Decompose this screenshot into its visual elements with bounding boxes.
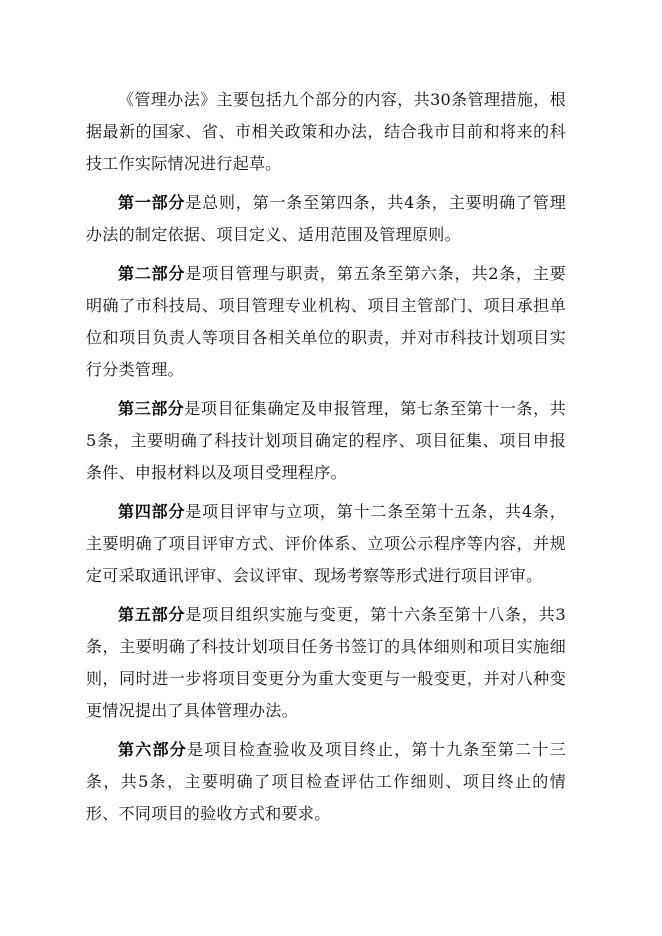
- paragraph-part-2: [86, 258, 566, 386]
- paragraph-text: 是项目管理与职责，第五条至第六条，共2条，主要明确了市科技局、项目管理专业机构、项目主管部门、项目承担单位和项目负责人等项目各相关单位的职责，并对市科技计划项目实行分类管理。: [86, 264, 566, 379]
- paragraph-lead: 第五部分: [118, 605, 186, 624]
- paragraph-lead: 第六部分: [118, 740, 188, 759]
- paragraph-text: 是总则，第一条至第四条，共4条，主要明确了管理办法的制定依据、项目定义、适用范围及管理原则。: [86, 193, 566, 244]
- paragraph-lead: 第一部分: [118, 193, 186, 212]
- paragraph-text: 是项目组织实施与变更，第十六条至第十八条，共3条，主要明确了科技计划项目任务书签订的具体细则和项目实施细则，同时进一步将项目变更分为重大变更与一般变更，并对八种变更情况提出了具体管理办法。: [86, 605, 566, 720]
- paragraph-text: 是项目评审与立项，第十二条至第十五条，共4条，主要明确了项目评审方式、评价体系、立项公示程序等内容，并规定可采取通讯评审、会议评审、现场考察等形式进行项目评审。: [86, 502, 566, 585]
- paragraph-part-5: [86, 599, 566, 727]
- paragraph-part-3: [86, 393, 566, 489]
- paragraph-lead: 第三部分: [118, 399, 185, 418]
- paragraph-text: 《管理办法》主要包括九个部分的内容，共30条管理措施，根据最新的国家、省、市相关政策和办法，结合我市目前和将来的科技工作实际情况进行起草。: [86, 90, 566, 173]
- document-body: [86, 84, 566, 837]
- paragraph-part-4: [86, 496, 566, 592]
- paragraph-lead: 第四部分: [118, 502, 186, 521]
- paragraph-part-6: [86, 734, 566, 830]
- paragraph-text: 是项目检查验收及项目终止，第十九条至第二十三条，共5条，主要明确了项目检查评估工作细则、项目终止的情形、不同项目的验收方式和要求。: [86, 740, 566, 823]
- paragraph-lead: 第二部分: [118, 264, 186, 283]
- paragraph-part-1: [86, 187, 566, 251]
- paragraph-intro: [86, 84, 566, 180]
- paragraph-text: 是项目征集确定及申报管理，第七条至第十一条，共5条，主要明确了科技计划项目确定的程序、项目征集、项目申报条件、申报材料以及项目受理程序。: [86, 399, 566, 482]
